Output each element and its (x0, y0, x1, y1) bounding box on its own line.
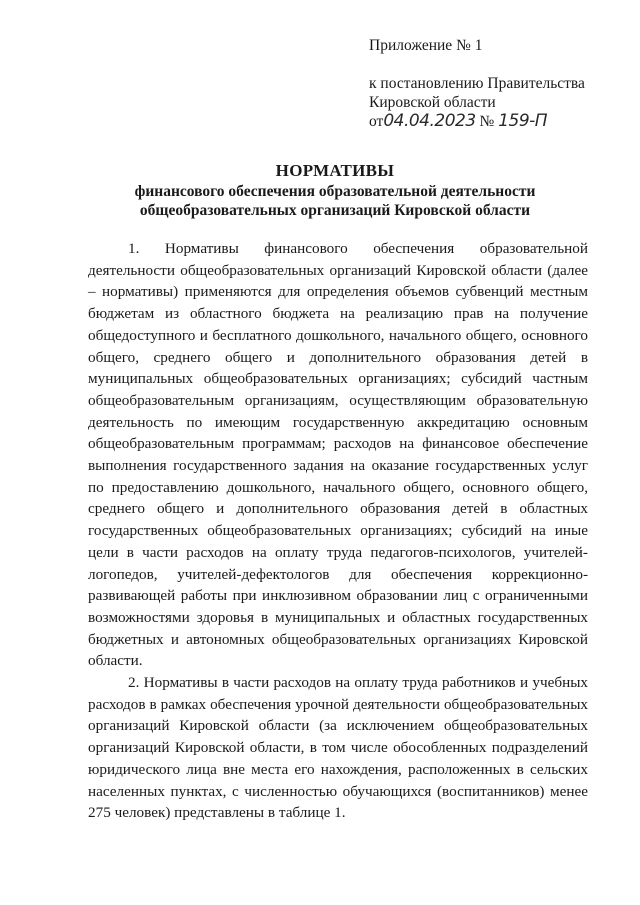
number-sign: № (479, 113, 495, 130)
handwritten-number: 159-П (498, 111, 548, 131)
paragraph-2: 2. Нормативы в части расходов на оплату труда работников и учебных расходов в рамках обеспечения урочной деятельности общеобразовательных организаций Кировской области (за исключением общеобразовательных организаций Кировской области, в том числе обособленных подразделений юридического лица вне места его нахождения, расположенных в сельских населенных пунктах, с численностью обучающихся (воспитанников) менее 275 человек) представлены в таблице 1. (88, 674, 588, 822)
title-subtitle-line-1: финансового обеспечения образовательной деятельности (134, 183, 536, 200)
paragraph-1: 1. Нормативы финансового обеспечения образовательной деятельности общеобразовательных организаций Кировской области (далее – нормативы) применяются для определения объемов субвенций местным бюджетам из областного бюджета на реализацию прав на получение общедоступного и бесплатного дошкольного, начального общего, основного общего, среднего общего и дополнительного образования детей в муниципальных общеобразовательных организациях; субсидий частным общеобразовательным организациям, осуществляющим образовательную деятельность по имеющим государственную аккредитацию основным общеобразовательным программам; расходов на финансовое обеспечение выполнения государственного задания на оказание государственных услуг по предоставлению дошкольного, начального общего, основного общего, среднего общего и дополнительного образования детей в областных государственных общеобразовательных организациях; субсидий на иные цели в части расходов на оплату труда педагогов-психологов, учителей-логопедов, учителей-дефектологов для обеспечения коррекционно-развивающей работы при инклюзивном образовании лиц с ограниченными возможностями здоровья в муниципальных и областных государственных бюджетных и автономных общеобразовательных организациях Кировской области. (88, 240, 588, 670)
approval-block (369, 74, 585, 131)
approval-line-1: к постановлению Правительства (369, 75, 585, 92)
document-body (88, 238, 588, 824)
appendix-label: Приложение № 1 (369, 37, 483, 54)
approval-date-line (369, 112, 585, 131)
handwritten-date: 04.04.2023 (383, 111, 476, 131)
title-subtitle-line-2: общеобразовательных организаций Кировской области (139, 202, 531, 219)
approval-line-2: Кировской области (369, 94, 496, 111)
date-prefix: от (369, 113, 384, 130)
title-main: НОРМАТИВЫ (275, 161, 395, 180)
document-title (40, 160, 630, 220)
